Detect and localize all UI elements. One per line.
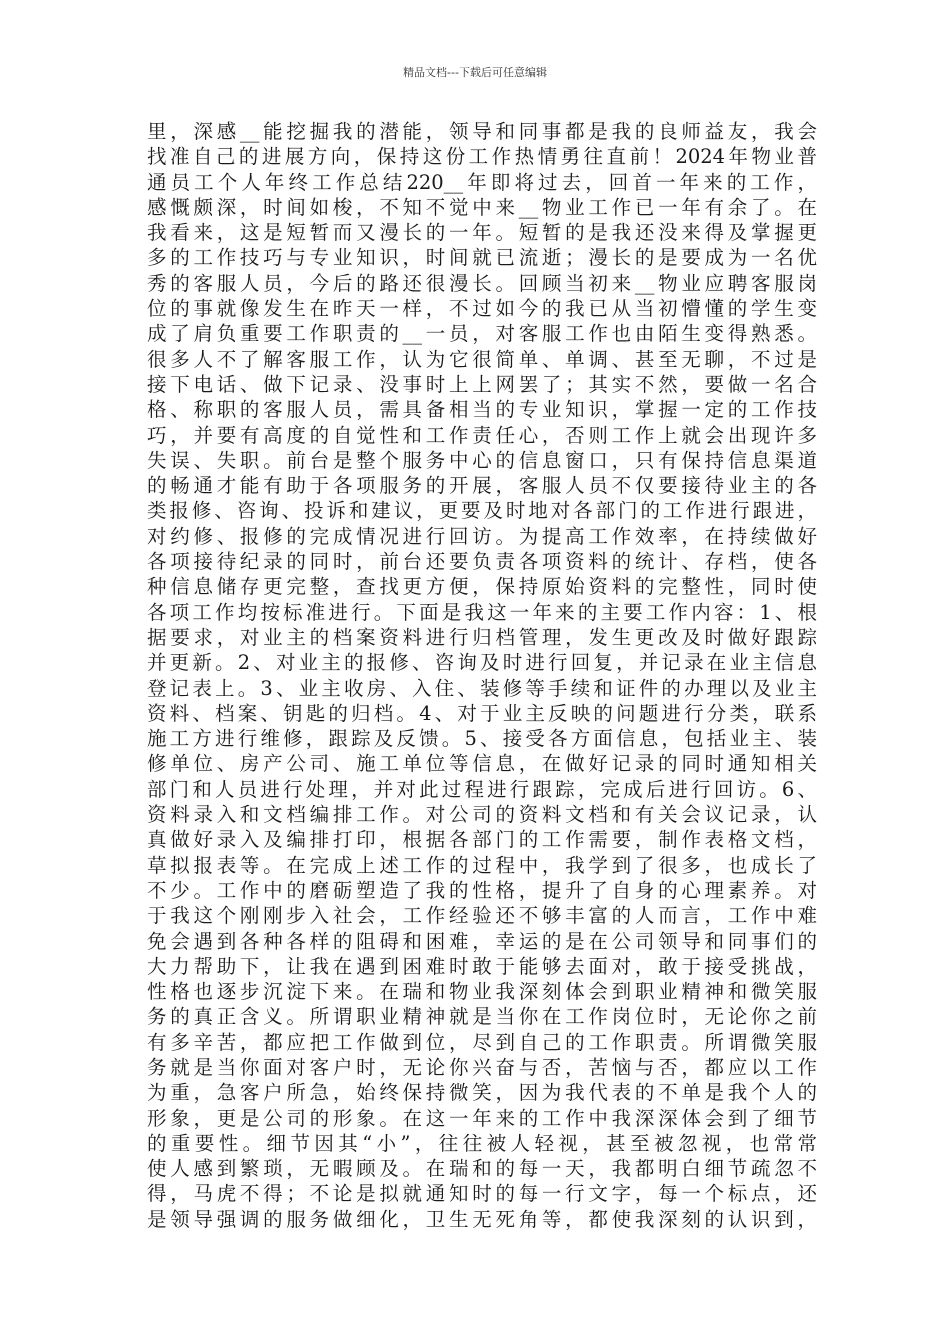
text-line: 成了肩负重要工作职责的__一员，对客服工作也由陌生变得熟悉。 <box>147 322 817 346</box>
text-line: 秀的客服人员，今后的路还很漫长。回顾当初来__物业应聘客服岗 <box>147 271 817 295</box>
text-line: 各项工作均按标准进行。下面是我这一年来的主要工作内容：1、根 <box>147 600 817 624</box>
text-line: 的畅通才能有助于各项服务的开展，客服人员不仅要接待业主的各 <box>147 474 817 498</box>
text-line: 有多辛苦，都应把工作做到位，尽到自己的工作职责。所谓微笑服 <box>147 1030 817 1054</box>
text-line: 大力帮助下，让我在遇到困难时敢于能够去面对，敢于接受挑战， <box>147 954 817 978</box>
text-line: 施工方进行维修，跟踪及反馈。5、接受各方面信息，包括业主、装 <box>147 727 817 751</box>
text-line: 并更新。2、对业主的报修、咨询及时进行回复，并记录在业主信息 <box>147 651 817 675</box>
text-line: 失误、失职。前台是整个服务中心的信息窗口，只有保持信息渠道 <box>147 448 817 472</box>
text-line: 位的事就像发生在昨天一样，不过如今的我已从当初懵懂的学生变 <box>147 297 817 321</box>
text-line: 性格也逐步沉淀下来。在瑞和物业我深刻体会到职业精神和微笑服 <box>147 980 817 1004</box>
text-line: 里，深感__能挖掘我的潜能，领导和同事都是我的良师益友，我会 <box>147 120 817 143</box>
text-line: 巧，并要有高度的自觉性和工作责任心，否则工作上就会出现许多 <box>147 423 817 447</box>
text-line: 格、称职的客服人员，需具备相当的专业知识，掌握一定的工作技 <box>147 398 817 422</box>
text-line: 得，马虎不得；不论是拟就通知时的每一行文字，每一个标点，还 <box>147 1182 817 1206</box>
text-line: 类报修、咨询、投诉和建议，更要及时地对各部门的工作进行跟进， <box>147 499 817 523</box>
text-line: 种信息储存更完整，查找更方便，保持原始资料的完整性，同时使 <box>147 575 817 599</box>
text-line: 形象，更是公司的形象。在这一年来的工作中我深深体会到了细节 <box>147 1106 817 1130</box>
text-line: 不少。工作中的磨砺塑造了我的性格，提升了自身的心理素养。对 <box>147 878 817 902</box>
text-line: 资料录入和文档编排工作。对公司的资料文档和有关会议记录，认 <box>147 803 817 827</box>
text-line: 很多人不了解客服工作，认为它很简单、单调、甚至无聊，不过是 <box>147 347 817 371</box>
text-line: 务就是当你面对客户时，无论你兴奋与否，苦恼与否，都应以工作 <box>147 1055 817 1079</box>
text-line: 通员工个人年终工作总结220__年即将过去，回首一年来的工作， <box>147 170 817 194</box>
text-line: 找准自己的进展方向，保持这份工作热情勇往直前！2024年物业普 <box>147 145 817 169</box>
text-line: 使人感到繁琐，无暇顾及。在瑞和的每一天，我都明白细节疏忽不 <box>147 1157 817 1181</box>
text-line: 各项接待纪录的同时，前台还要负责各项资料的统计、存档，使各 <box>147 550 817 574</box>
text-line: 我看来，这是短暂而又漫长的一年。短暂的是我还没来得及掌握更 <box>147 221 817 245</box>
text-line: 是领导强调的服务做细化，卫生无死角等，都使我深刻的认识到， <box>147 1207 817 1231</box>
text-line: 修单位、房产公司、施工单位等信息，在做好记录的同时通知相关 <box>147 752 817 776</box>
text-line: 多的工作技巧与专业知识，时间就已流逝；漫长的是要成为一名优 <box>147 246 817 270</box>
text-line: 接下电话、做下记录、没事时上上网罢了；其实不然，要做一名合 <box>147 372 817 396</box>
text-line: 据要求，对业主的档案资料进行归档管理，发生更改及时做好跟踪 <box>147 625 817 649</box>
text-line: 真做好录入及编排打印，根据各部门的工作需要，制作表格文档， <box>147 828 817 852</box>
text-line: 登记表上。3、业主收房、入住、装修等手续和证件的办理以及业主 <box>147 676 817 700</box>
text-line: 于我这个刚刚步入社会，工作经验还不够丰富的人而言，工作中难 <box>147 904 817 928</box>
text-line: 的重要性。细节因其“小”，往往被人轻视，甚至被忽视，也常常 <box>147 1131 817 1155</box>
text-line: 草拟报表等。在完成上述工作的过程中，我学到了很多，也成长了 <box>147 853 817 877</box>
text-line: 免会遇到各种各样的阻碍和困难，幸运的是在公司领导和同事们的 <box>147 929 817 953</box>
text-line: 部门和人员进行处理，并对此过程进行跟踪，完成后进行回访。6、 <box>147 777 817 801</box>
text-line: 感慨颇深，时间如梭，不知不觉中来__物业工作已一年有余了。在 <box>147 195 817 219</box>
text-line: 务的真正含义。所谓职业精神就是当你在工作岗位时，无论你之前 <box>147 1005 817 1029</box>
text-line: 资料、档案、钥匙的归档。4、对于业主反映的问题进行分类，联系 <box>147 701 817 725</box>
text-line: 为重，急客户所急，始终保持微笑，因为我代表的不单是我个人的 <box>147 1081 817 1105</box>
page-header: 精品文档---下载后可任意编辑 <box>403 66 547 79</box>
document-body <box>147 119 817 1232</box>
text-line: 对约修、报修的完成情况进行回访。为提高工作效率，在持续做好 <box>147 524 817 548</box>
